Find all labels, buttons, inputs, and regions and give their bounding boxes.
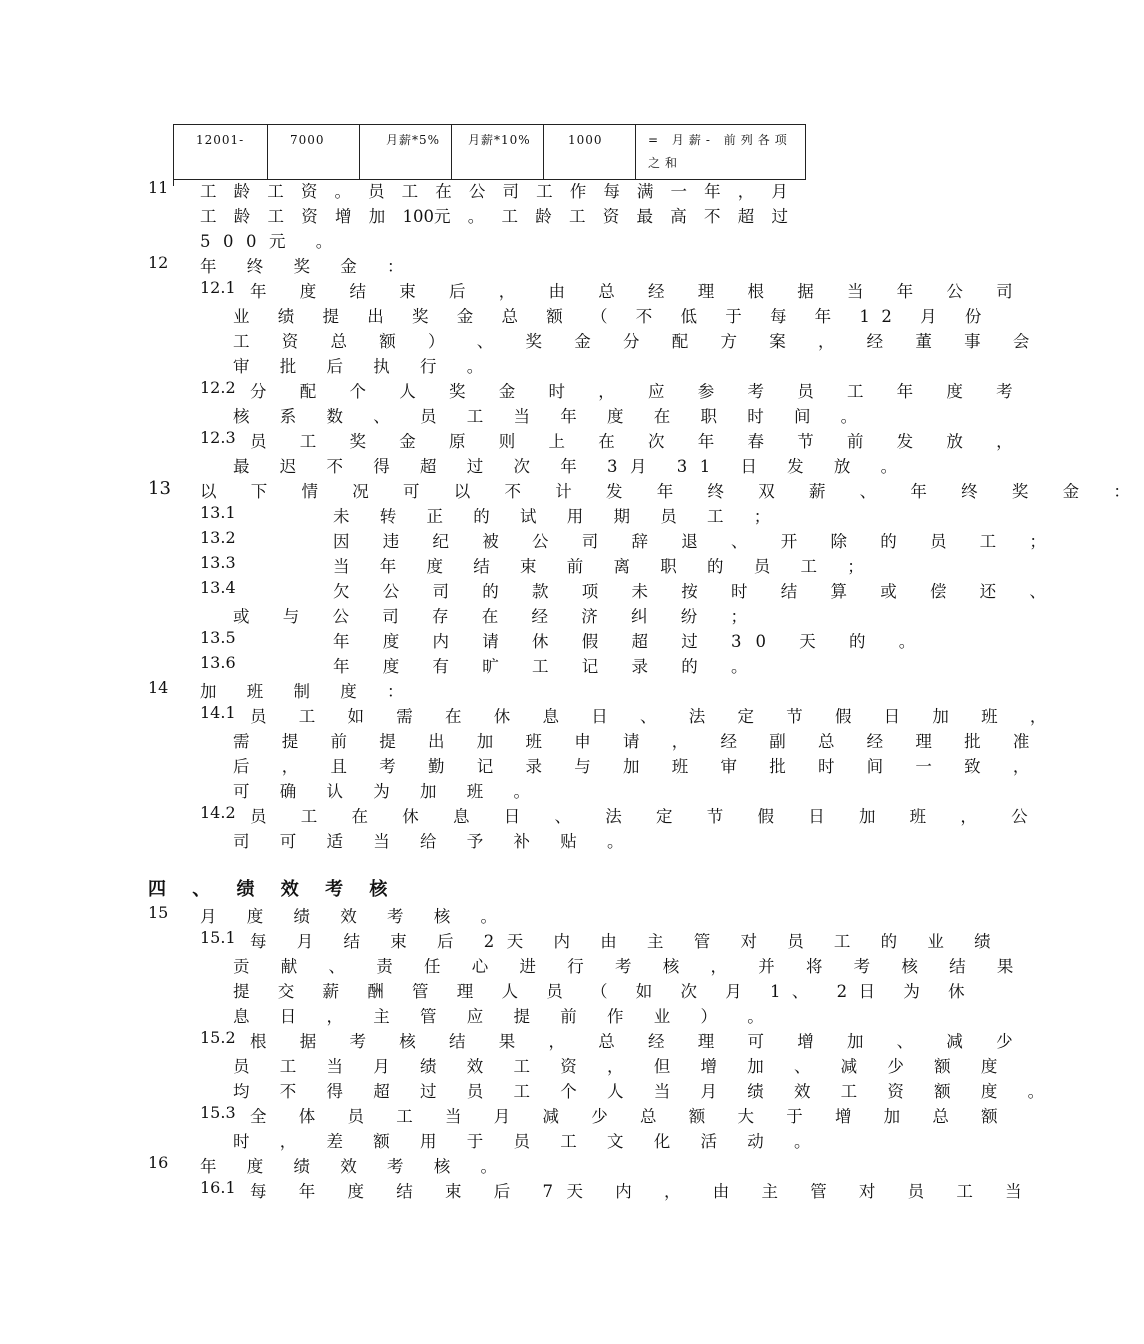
item-number: 15.2 (200, 1028, 236, 1047)
item-text-line: 审 批 后 执 行 。 (233, 357, 496, 376)
item-text-line: 员 工 当 月 绩 效 工 资 ， 但 增 加 、 减 少 额 度 (233, 1057, 1010, 1076)
item-text-line: 后 ， 且 考 勤 记 录 与 加 班 审 批 时 间 一 致 ， (233, 757, 1043, 776)
item-text-line: 贡 献 、 责 任 心 进 行 考 核 ， 并 将 考 核 结 果 (233, 957, 1027, 976)
item-text-line: 工 龄 工 资 。 员 工 在 公 司 工 作 每 满 一 年 ， 月 (200, 182, 788, 201)
item-text-line: 欠 公 司 的 款 项 未 按 时 结 算 或 偿 还 、 (333, 582, 1060, 601)
item-number: 13.1 (200, 503, 236, 522)
item-number: 13.3 (200, 553, 236, 572)
item-text-line: 当 年 度 结 束 前 离 职 的 员 工 ； (333, 557, 877, 576)
item-text-line: 核 系 数 、 员 工 当 年 度 在 职 时 间 。 (233, 407, 870, 426)
item-text-line: 员 工 在 休 息 日 、 法 定 节 假 日 加 班 ， 公 (250, 807, 1043, 826)
item-number: 15.1 (200, 928, 236, 947)
item-text-line: 根 据 考 核 结 果 ， 总 经 理 可 增 加 、 减 少 (250, 1032, 1027, 1051)
item-number: 13.5 (200, 628, 236, 647)
item-text-line: 可 确 认 为 加 班 。 (233, 782, 543, 801)
item-number: 16 (148, 1153, 169, 1172)
item-text-line: 息 日 ， 主 管 应 提 前 作 业 ） 。 (233, 1007, 777, 1026)
table-cell: 月薪*5% (360, 125, 452, 180)
item-number: 12.2 (200, 378, 236, 397)
item-text-line: 年 度 结 束 后 ， 由 总 经 理 根 据 当 年 公 司 (250, 282, 1027, 301)
item-number: 14.1 (200, 703, 236, 722)
item-text-line: 工 资 总 额 ） 、 奖 金 分 配 方 案 ， 经 董 事 会 (233, 332, 1043, 351)
item-number: 13.4 (200, 578, 236, 597)
section-heading: 四 、 绩 效 考 核 (148, 879, 398, 900)
item-text-line: 分 配 个 人 奖 金 时 ， 应 参 考 员 工 年 度 考 (250, 382, 1027, 401)
item-number: 12.1 (200, 278, 236, 297)
item-text-line: 最 迟 不 得 超 过 次 年 3月 31 日 发 放 。 (233, 457, 910, 476)
item-text-line: 全 体 员 工 当 月 减 少 总 额 大 于 增 加 总 额 (250, 1107, 1012, 1126)
table-cell: = 月薪- 前列各项之和 (636, 125, 806, 180)
item-number: 14.2 (200, 803, 236, 822)
item-number: 12.3 (200, 428, 236, 447)
item-text-line: 加 班 制 度 ： (200, 682, 416, 701)
item-text-line: 时 ， 差 额 用 于 员 工 文 化 活 动 。 (233, 1132, 823, 1151)
item-number: 13 (148, 478, 171, 499)
item-text-line: 年 度 绩 效 考 核 。 (200, 1157, 510, 1176)
item-text-line: 年 度 内 请 休 假 超 过 30 天 的 。 (333, 632, 930, 651)
item-text-line: 员 工 如 需 在 休 息 日 、 法 定 节 假 日 加 班 ， (250, 707, 1060, 726)
item-number: 14 (148, 678, 169, 697)
item-number: 15.3 (200, 1103, 236, 1122)
item-number: 11 (148, 178, 169, 197)
item-text-line: 员 工 奖 金 原 则 上 在 次 年 春 节 前 发 放 ， (250, 432, 1027, 451)
item-text-line: 年 终 奖 金 ： (200, 257, 416, 276)
item-text-line: 每 月 结 束 后 2天 内 由 主 管 对 员 工 的 业 绩 (250, 932, 1004, 951)
item-text-line: 业 绩 提 出 奖 金 总 额 （ 不 低 于 每 年 12 月 份 (233, 307, 993, 326)
item-text-line: 工 龄 工 资 增 加 100元 。 工 龄 工 资 最 高 不 超 过 (200, 207, 788, 226)
item-text-line: 均 不 得 超 过 员 工 个 人 当 月 绩 效 工 资 额 度 。 (233, 1082, 1057, 1101)
item-number: 13.6 (200, 653, 236, 672)
item-text-line: 年 度 有 旷 工 记 录 的 。 (333, 657, 762, 676)
item-text-line: 月 度 绩 效 考 核 。 (200, 907, 510, 926)
table-row (174, 125, 806, 180)
item-text-line: 以 下 情 况 可 以 不 计 发 年 终 双 薪 、 年 终 奖 金 ： (200, 482, 1144, 501)
item-text-line: 因 违 纪 被 公 司 辞 退 、 开 除 的 员 工 ； (333, 532, 1060, 551)
item-number: 13.2 (200, 528, 236, 547)
item-text-line: 需 提 前 提 出 加 班 申 请 ， 经 副 总 经 理 批 准 (233, 732, 1043, 751)
table-cell: 12001- (174, 125, 268, 180)
item-number: 16.1 (200, 1178, 236, 1197)
item-text-line: 司 可 适 当 给 予 补 贴 。 (233, 832, 636, 851)
salary-table (173, 124, 806, 180)
item-text-line: 500元 。 (200, 232, 345, 251)
table-cell: 月薪*10% (452, 125, 544, 180)
item-number: 15 (148, 903, 169, 922)
table-edge-line (173, 174, 174, 186)
item-text-line: 未 转 正 的 试 用 期 员 工 ； (333, 507, 783, 526)
item-number: 12 (148, 253, 169, 272)
item-text-line: 或 与 公 司 存 在 经 济 纠 纷 ； (233, 607, 761, 626)
item-text-line: 提 交 薪 酬 管 理 人 员 （ 如 次 月 1、 2日 为 休 (233, 982, 977, 1001)
item-text-line: 每 年 度 结 束 后 7天 内 ， 由 主 管 对 员 工 当 (250, 1182, 1036, 1201)
table-cell: 7000 (268, 125, 360, 180)
table-cell: 1000 (544, 125, 636, 180)
